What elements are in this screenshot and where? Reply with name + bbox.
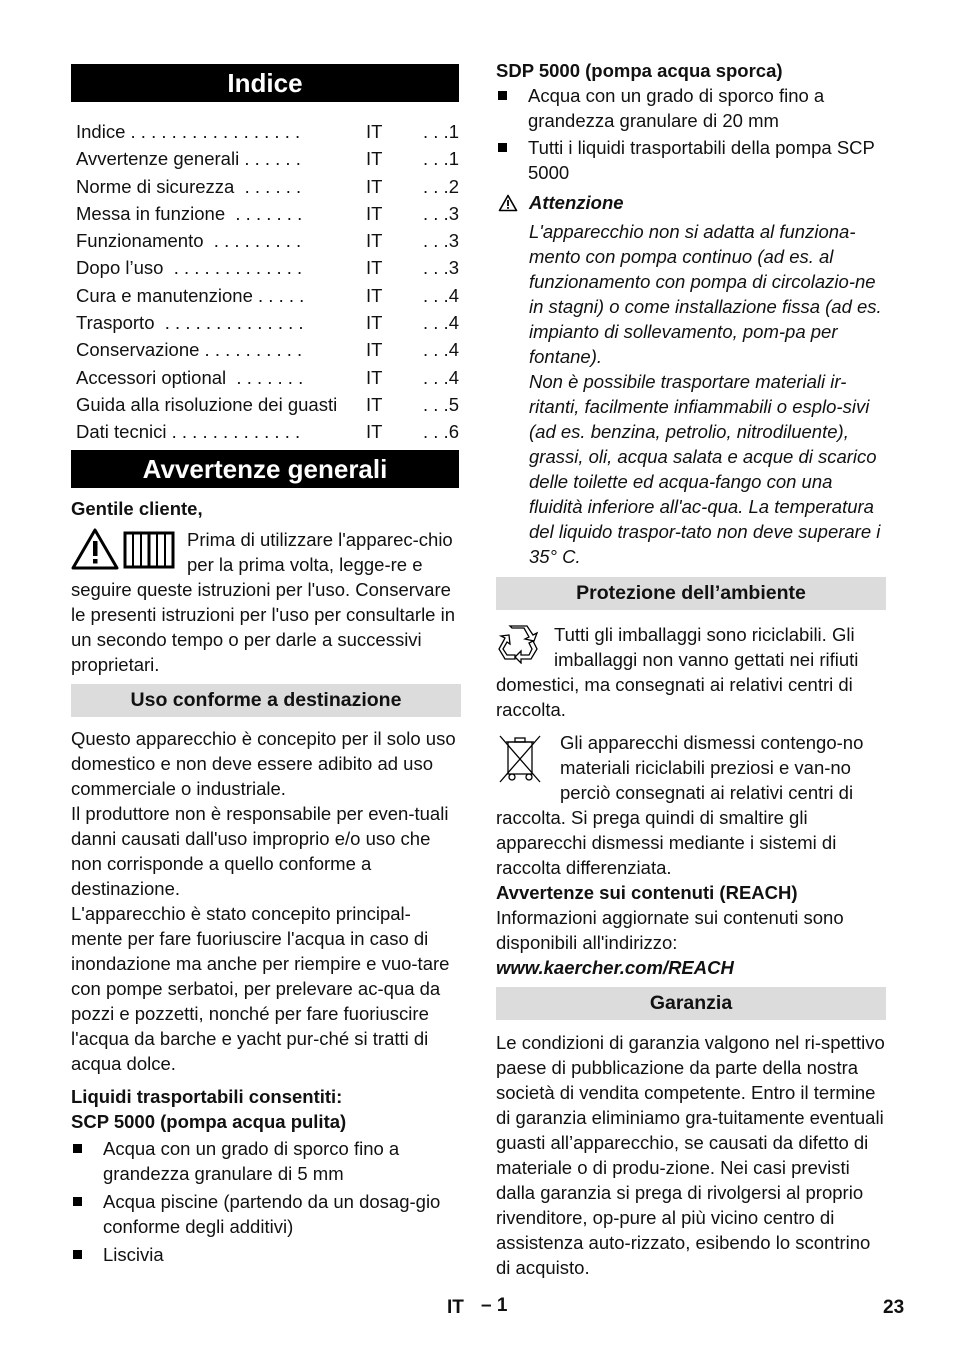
- toc-title: Dati tecnici . . . . . . . . . . . . .: [76, 421, 301, 443]
- toc-title: Conservazione . . . . . . . . . .: [76, 339, 303, 361]
- toc-entry[interactable]: [76, 282, 459, 309]
- toc-lang: IT: [366, 148, 383, 170]
- toc-page: . . .3: [423, 202, 459, 224]
- table-of-contents: [71, 118, 459, 446]
- intended-use-heading: Uso conforme a destinazione: [71, 684, 461, 717]
- list-item: [71, 1189, 459, 1239]
- reach-heading: Avvertenze sui contenuti (REACH): [496, 882, 798, 903]
- toc-entry[interactable]: [76, 336, 459, 363]
- toc-lang: IT: [366, 312, 383, 334]
- toc-lang: IT: [366, 284, 383, 306]
- footer-section-page: – 1: [481, 1295, 508, 1316]
- footer-language: IT: [447, 1297, 464, 1318]
- list-item: [71, 1136, 459, 1186]
- bullet-square-icon: [73, 1197, 82, 1206]
- right-column: [496, 58, 886, 1280]
- list-item: [496, 135, 886, 185]
- toc-title: Indice . . . . . . . . . . . . . . . . .: [76, 121, 301, 142]
- disposal-paragraph: Gli apparecchi dismessi contengo-no materiali riciclabili preziosi e van-no perciò consegnati ai relativi centri di raccolta. Si prega quindi di smaltire gli apparecchi dismessi mediante i sistemi di raccolta differenziata.: [496, 732, 864, 878]
- page-number: 23: [883, 1297, 905, 1318]
- crossed-bin-icon: [496, 732, 544, 792]
- toc-lang: IT: [366, 202, 383, 224]
- liquids-heading: Liquidi trasportabili consentiti:: [71, 1085, 343, 1107]
- toc-entry[interactable]: [76, 227, 459, 254]
- left-column: [71, 64, 459, 1267]
- bullet-square-icon: [73, 1250, 82, 1259]
- toc-entry[interactable]: [76, 173, 459, 200]
- toc-title: Trasporto . . . . . . . . . . . . . .: [76, 312, 304, 334]
- list-item: [71, 1242, 459, 1267]
- list-item-text: Acqua con un grado di sporco fino a grandezza granulare di 5 mm: [103, 1137, 400, 1184]
- toc-page: . . .5: [423, 393, 459, 415]
- toc-lang: IT: [366, 393, 383, 415]
- toc-title: Avvertenze generali . . . . . .: [76, 148, 301, 170]
- reach-paragraph: Informazioni aggiornate sui contenuti sono disponibili all'indirizzo:: [496, 907, 844, 953]
- toc-entry[interactable]: [76, 364, 459, 391]
- toc-page: . . .4: [423, 312, 459, 334]
- warranty-heading: Garanzia: [496, 987, 886, 1020]
- intended-use-p2: Il produttore non è responsabile per even-tuali danni causati dall'uso improprio e/o uso che non corrisponde a quello conforme a destinazione.: [71, 802, 449, 899]
- intended-use-p3: L'apparecchio è stato concepito principal-mente per fare fuoriuscire l'acqua in caso di inondazione ma anche per riempire e vuo-tare con pompe serbatoi, per prelevare ac-qua da pozzi e pozzetti, nonché per fare fuoriuscire l'acqua da barche e yacht pur-ché si tratti di acqua dolce.: [71, 902, 450, 1074]
- greeting: Gentile cliente,: [71, 497, 203, 519]
- list-item-text: Liscivia: [103, 1243, 164, 1265]
- toc-page: . . .1: [423, 121, 459, 142]
- toc-title: Cura e manutenzione . . . . .: [76, 284, 305, 306]
- list-item-text: Acqua piscine (partendo da un dosag-gio conforme degli additivi): [103, 1190, 441, 1237]
- toc-title: Funzionamento . . . . . . . . .: [76, 230, 302, 252]
- toc-page: . . .4: [423, 339, 459, 361]
- toc-lang: IT: [366, 230, 383, 252]
- attention-triangle-icon: [498, 193, 518, 218]
- toc-entry[interactable]: [76, 145, 459, 172]
- toc-page: . . .3: [423, 230, 459, 252]
- intro-paragraph: Prima di utilizzare l'apparec-chio per la prima volta, legge-re e seguire queste istruzioni per l'uso. Conservare le presenti istruzioni per l'uso per consultarle in un secondo tempo o per darle a successivi proprietari.: [71, 528, 456, 675]
- list-item-text: Acqua con un grado di sporco fino a grandezza granulare di 20 mm: [528, 85, 825, 131]
- warranty-paragraph: Le condizioni di garanzia valgono nel ri-spettivo paese di pubblicazione da parte della nostra società di vendita competente. Entro il termine di garanzia eliminiamo gra-tuitamente eventuali guasti all’apparecchio, se causati da difetto di materiale o di produ-zione. Nei casi previsti dalla garanzia si prega di rivolgersi al proprio rivenditore, op-pure al più vicino centro di assistenza auto-rizzato, esibendo lo scontrino di acquisto.: [496, 1032, 885, 1278]
- toc-lang: IT: [366, 366, 383, 388]
- recycle-block: [496, 622, 886, 722]
- toc-page: . . .4: [423, 284, 459, 306]
- attention-block: [496, 190, 886, 569]
- toc-title: Norme di sicurezza . . . . . .: [76, 175, 302, 197]
- toc-entry[interactable]: [76, 391, 459, 418]
- attention-p1: L'apparecchio non si adatta al funziona-mento con pompa continuo (ad es. al funzionamento con pompa di circolazio-ne in stagni) o come installazione fissa (ad es. impianto di sollevamento, pom-pa per fontane).: [529, 221, 882, 367]
- toc-title: Messa in funzione . . . . . . .: [76, 202, 303, 224]
- toc-entry[interactable]: [76, 418, 459, 445]
- toc-lang: IT: [366, 339, 383, 361]
- intended-use-p1: Questo apparecchio è concepito per il solo uso domestico e non deve essere adibito ad uso commerciale o industriale.: [71, 727, 456, 799]
- list-item: [496, 83, 886, 133]
- bullet-square-icon: [498, 143, 507, 152]
- recycle-paragraph: Tutti gli imballaggi sono riciclabili. Gli imballaggi non vanno gettati nei rifiuti domestici, ma consegnati ai relativi centri di raccolta.: [496, 624, 859, 720]
- toc-entry[interactable]: [76, 309, 459, 336]
- recycle-icon: [496, 624, 540, 670]
- toc-page: . . .2: [423, 175, 459, 197]
- scp-heading: SCP 5000 (pompa acqua pulita): [71, 1110, 347, 1132]
- attention-p2: Non è possibile trasportare materiali ir-ritanti, facilmente infiammabili o esplo-sivi (ad es. benzina, petrolio, nitrodiluente), grassi, oli, acqua salata e acque di scarico delle toilette ed acqua-fango con una fluidità inferiore all'ac-qua. La temperatura del liquido traspor-tato non deve superare i 35° C.: [529, 371, 881, 567]
- manual-book-icon: [125, 533, 173, 567]
- toc-entry[interactable]: [76, 254, 459, 281]
- toc-entry[interactable]: [76, 118, 459, 145]
- index-heading: Indice: [71, 64, 459, 102]
- list-item-text: Tutti i liquidi trasportabili della pompa SCP 5000: [528, 137, 875, 183]
- toc-title: Guida alla risoluzione dei guasti: [76, 393, 338, 415]
- toc-page: . . .6: [423, 421, 459, 443]
- bullet-square-icon: [498, 91, 507, 100]
- toc-page: . . .4: [423, 366, 459, 388]
- general-warnings-heading: Avvertenze generali: [71, 450, 459, 488]
- sdp-heading: SDP 5000 (pompa acqua sporca): [496, 60, 783, 81]
- toc-page: . . .3: [423, 257, 459, 279]
- reach-link[interactable]: www.kaercher.com/REACH: [496, 957, 734, 978]
- toc-title: Accessori optional . . . . . . .: [76, 366, 304, 388]
- disposal-block: [496, 730, 886, 880]
- toc-lang: IT: [366, 421, 383, 443]
- bullet-square-icon: [73, 1144, 82, 1153]
- attention-title: Attenzione: [529, 192, 624, 213]
- toc-page: . . .1: [423, 148, 459, 170]
- intro-block: [71, 527, 459, 677]
- environment-heading: Protezione dell’ambiente: [496, 577, 886, 610]
- toc-entry[interactable]: [76, 200, 459, 227]
- toc-lang: IT: [366, 257, 383, 279]
- toc-lang: IT: [366, 175, 383, 197]
- toc-title: Dopo l’uso . . . . . . . . . . . . .: [76, 257, 303, 279]
- warning-icon: [71, 527, 179, 577]
- toc-lang: IT: [366, 121, 383, 142]
